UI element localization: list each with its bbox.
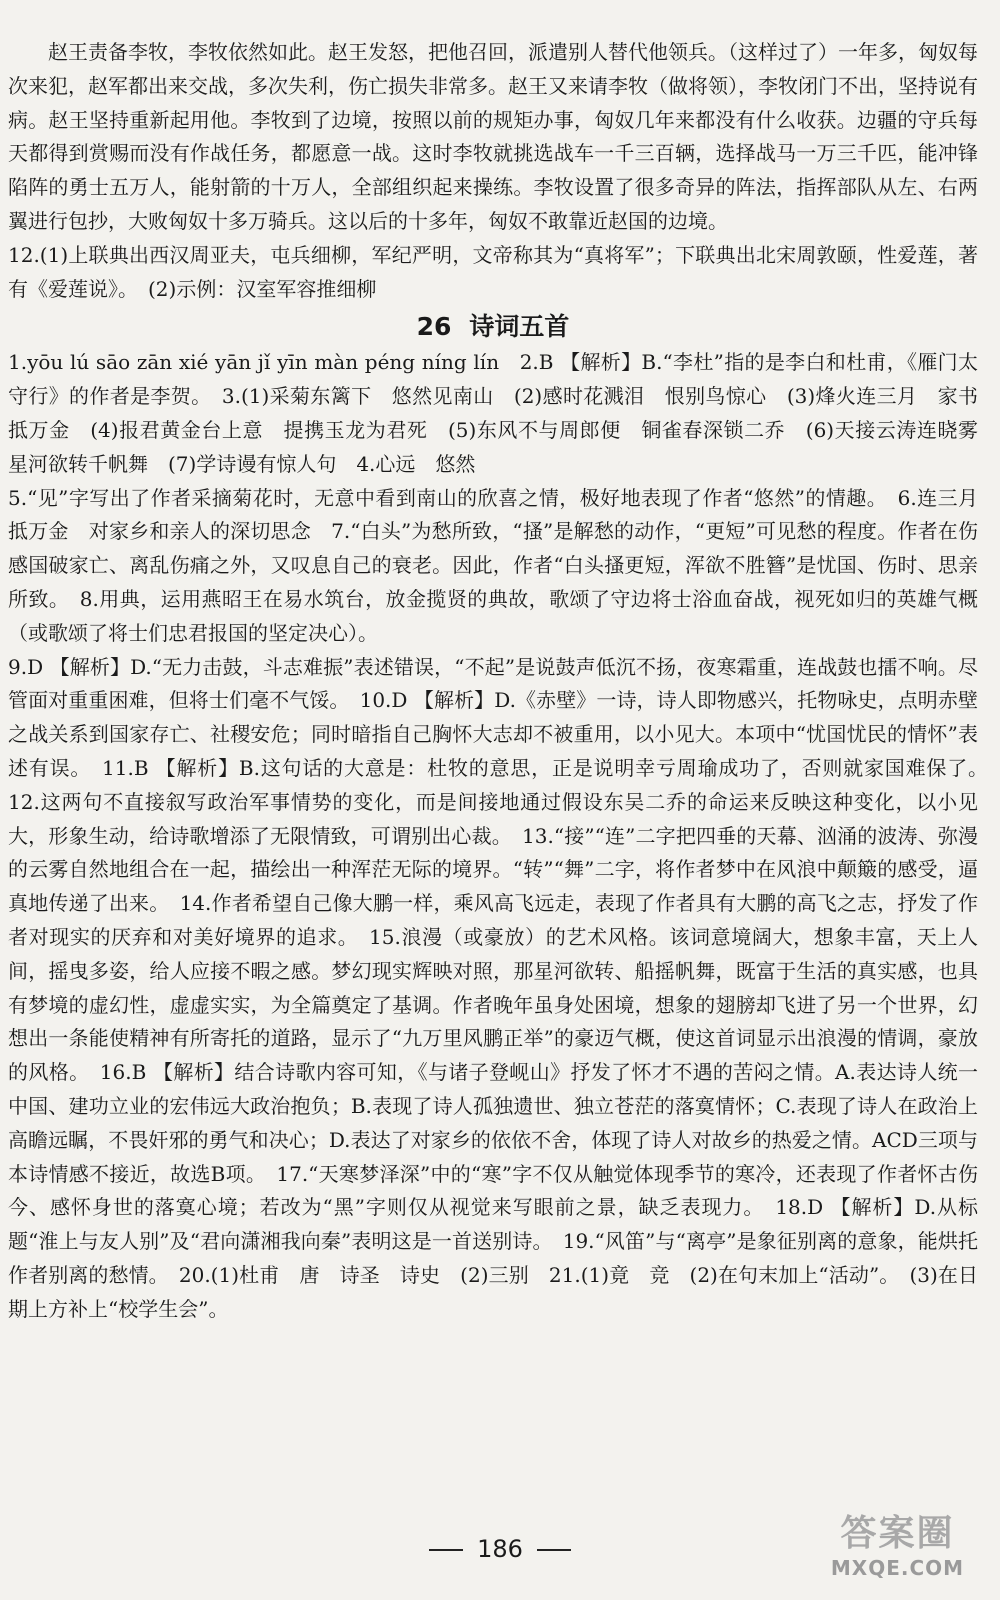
page-content <box>8 36 998 1326</box>
translation-paragraph: 赵王责备李牧，李牧依然如此。赵王发怒，把他召回，派遣别人替代他领兵。（这样过了）一年多，匈奴每次来犯，赵军都出来交战，多次失利，伤亡损失非常多。赵王又来请李牧（做将领），李牧闭门不出，坚持说有病。赵王坚持重新起用他。李牧到了边境，按照以前的规矩办事，匈奴几年来都没有什么收获。边疆的守兵每天都得到赏赐而没有作战任务，都愿意一战。这时李牧就挑选战车一千三百辆，选择战马一万三千匹，能冲锋陷阵的勇士五万人，能射箭的十万人，全部组织起来操练。李牧设置了很多奇异的阵法，指挥部队从左、右两翼进行包抄，大败匈奴十多万骑兵。这以后的十多年，匈奴不敢靠近赵国的边境。 <box>8 40 978 233</box>
answers-block-1: 1.yōu lú sāo zān xié yān jǐ yīn màn péng níng lín 2.B 【解析】B.“李杜”指的是李白和杜甫，《雁门太守行》的作者是李贺。 3.(1)采菊东篱下 悠然见南山 (2)感时花溅泪 恨别鸟惊心 (3)烽火连三月 家书抵万金 (4)报君黄金台上意 提携玉龙为君死 (5)东风不与周郎便 铜雀春深锁二乔 (6)天接云涛连晓雾 星河欲转千帆舞 (7)学诗谩有惊人句 4.心远 悠然 <box>8 350 998 476</box>
section-heading <box>8 308 978 346</box>
site-watermark <box>815 1512 980 1590</box>
answers-block-3: 9.D 【解析】D.“无力击鼓，斗志难振”表述错误，“不起”是说鼓声低沉不扬，夜寒霜重，连战鼓也擂不响。尽管面对重重困难，但将士们毫不气馁。 10.D 【解析】D.《赤壁》一诗，诗人即物感兴，托物咏史，点明赤壁之战关系到国家存亡、社稷安危；同时暗指自己胸怀大志却不被重用，以小见大。本项中“忧国忧民的情怀”表述有误。 11.B 【解析】B.这句话的大意是：杜牧的意思，正是说明幸亏周瑜成功了，否则就家国难保了。 12.这两句不直接叙写政治军事情势的变化，而是间接地通过假设东吴二乔的命运来反映这种变化，以小见大，形象生动，给诗歌增添了无限情致，可谓别出心裁。 13.“接”“连”二字把四垂的天幕、汹涌的波涛、弥漫的云雾自然地组合在一起，描绘出一种浑茫无际的境界。“转”“舞”二字，将作者梦中在风浪中颠簸的感受，逼真地传递了出来。 14.作者希望自己像大鹏一样，乘风高飞远走，表现了作者具有大鹏的高飞之志，抒发了作者对现实的厌弃和对美好境界的追求。 15.浪漫（或豪放）的艺术风格。该词意境阔大，想象丰富，天上人间，摇曳多姿，给人应接不暇之感。梦幻现实辉映对照，那星河欲转、船摇帆舞，既富于生活的真实感，也具有梦境的虚幻性，虚虚实实，为全篇奠定了基调。作者晚年虽身处困境，想象的翅膀却飞进了另一个世界，幻想出一条能使精神有所寄托的道路，显示了“九万里风鹏正举”的豪迈气概，使这首词显示出浪漫的情调，豪放的风格。 16.B 【解析】结合诗歌内容可知，《与诸子登岘山》抒发了怀才不遇的苦闷之情。A.表达诗人统一中国、建功立业的宏伟远大政治抱负；B.表现了诗人孤独遗世、独立苍茫的落寞情怀；C.表现了诗人在政治上高瞻远瞩，不畏奸邪的勇气和决心；D.表达了对家乡的依依不舍，体现了诗人对故乡的热爱之情。ACD三项与本诗情感不接近，故选B项。 17.“天寒梦泽深”中的“寒”字不仅从触觉体现季节的寒冷，还表现了作者怀古伤今、感怀身世的落寞心境；若改为“黑”字则仅从视觉来写眼前之景，缺乏表现力。 18.D 【解析】D.从标题“淮上与友人别”及“君向潇湘我向秦”表明这是一首送别诗。 19.“风笛”与“离亭”是象征别离的意象，能烘托作者别离的愁情。 20.(1)杜甫 唐 诗圣 诗史 (2)三别 21.(1)竟 竞 (2)在句末加上“活动”。 (3)在日期上方补上“校学生会”。 <box>8 654 998 1321</box>
answer-12-paragraph: 12.(1)上联典出西汉周亚夫，屯兵细柳，军纪严明，文帝称其为“真将军”；下联典出北宋周敦颐，性爱莲，著有《爱莲说》。 (2)示例：汉室军容推细柳 <box>8 242 978 301</box>
page-number: 186 <box>477 1535 523 1563</box>
watermark-url: MXQE.COM <box>830 1556 965 1580</box>
footer-dash-left <box>429 1549 463 1551</box>
section-number: 26 <box>416 312 452 342</box>
section-title: 诗词五首 <box>469 312 570 342</box>
answers-block-2: 5.“见”字写出了作者采摘菊花时，无意中看到南山的欣喜之情，极好地表现了作者“悠然”的情趣。 6.连三月 抵万金 对家乡和亲人的深切思念 7.“白头”为愁所致，“搔”是解愁的动作，“更短”可见愁的程度。作者在伤感国破家亡、离乱伤痛之外，又叹息自己的衰老。因此，作者“白头搔更短，浑欲不胜簪”是忧国、伤时、思亲所致。 8.用典，运用燕昭王在易水筑台，放金揽贤的典故，歌颂了守边将士浴血奋战，视死如归的英雄气概（或歌颂了将士们忠君报国的坚定决心）。 <box>8 485 998 645</box>
watermark-logo-text: 答案圈 <box>840 1513 955 1554</box>
footer-dash-right <box>537 1549 571 1551</box>
